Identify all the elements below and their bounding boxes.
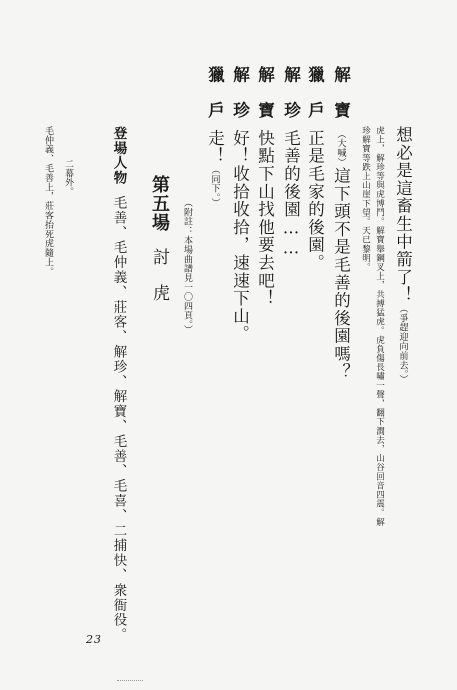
stage-direction: 虎上，解珍等與虎博鬥。解寶舉鋼叉上，共搏猛虎。虎負傷長嘯一聲，翻下澗去，山谷回音四震。解 — [374, 126, 385, 527]
stage-direction-line — [63, 159, 72, 197]
stage-direction-line — [43, 126, 52, 276]
dialogue-line — [394, 126, 411, 384]
scene-number: 第五場 — [149, 175, 170, 232]
stage-direction: 毛仲義、毛善上，莊客抬死虎隨上。 — [43, 126, 53, 277]
line-text: 毛善的後園…… — [281, 129, 301, 260]
bottom-divider — [117, 680, 143, 684]
line-text: 想必是這畜生中箭了！ — [393, 126, 413, 304]
dialogue-line — [206, 66, 223, 208]
line-text: 正是毛家的後園。 — [305, 129, 325, 272]
scene-heading — [150, 175, 168, 302]
page-number: 23 — [86, 633, 102, 646]
footnote — [182, 198, 191, 335]
dialogue-line — [231, 66, 248, 343]
cast-list — [111, 126, 125, 643]
line-text: 快點下山找他要去吧！ — [255, 129, 275, 308]
dialogue-line — [306, 66, 323, 272]
speaker-label: 解 珍 — [230, 66, 250, 120]
stage-direction-line — [361, 126, 370, 272]
stage-direction: 二幕外。 — [63, 159, 73, 197]
speaker-label: 獵 戶 — [305, 66, 325, 120]
stage-direction: （大喊） — [335, 129, 346, 168]
cast-names: 毛善、毛仲義、莊客、解珍、解寶、毛善、毛喜、二捕快、衆衙役。 — [110, 195, 127, 643]
line-text: 這下頭不是毛善的後園嗎？ — [331, 167, 351, 381]
speaker-label: 解 珍 — [281, 66, 301, 120]
dialogue-line — [256, 66, 273, 307]
scene-title: 討 虎 — [149, 248, 169, 302]
stage-direction: （同下。） — [209, 165, 220, 208]
stage-direction: 珍解寶等跌上山崖下望。天已黎明。 — [360, 126, 371, 272]
speaker-label: 獵 戶 — [205, 66, 225, 120]
stage-direction-line — [375, 126, 384, 526]
cast-label: 登場人物 — [110, 126, 127, 186]
dialogue-line — [282, 66, 299, 259]
speaker-label: 解 寶 — [331, 66, 351, 120]
dialogue-line — [332, 66, 349, 381]
speaker-label: 解 寶 — [255, 66, 275, 120]
stage-direction: （爭趕迎向前去。） — [397, 304, 408, 385]
line-text: 走！ — [205, 129, 225, 166]
line-text: 好！收拾收拾，速速下山。 — [230, 129, 250, 344]
footnote-text: （附註：本場曲譜見一〇四頁。） — [182, 198, 192, 335]
